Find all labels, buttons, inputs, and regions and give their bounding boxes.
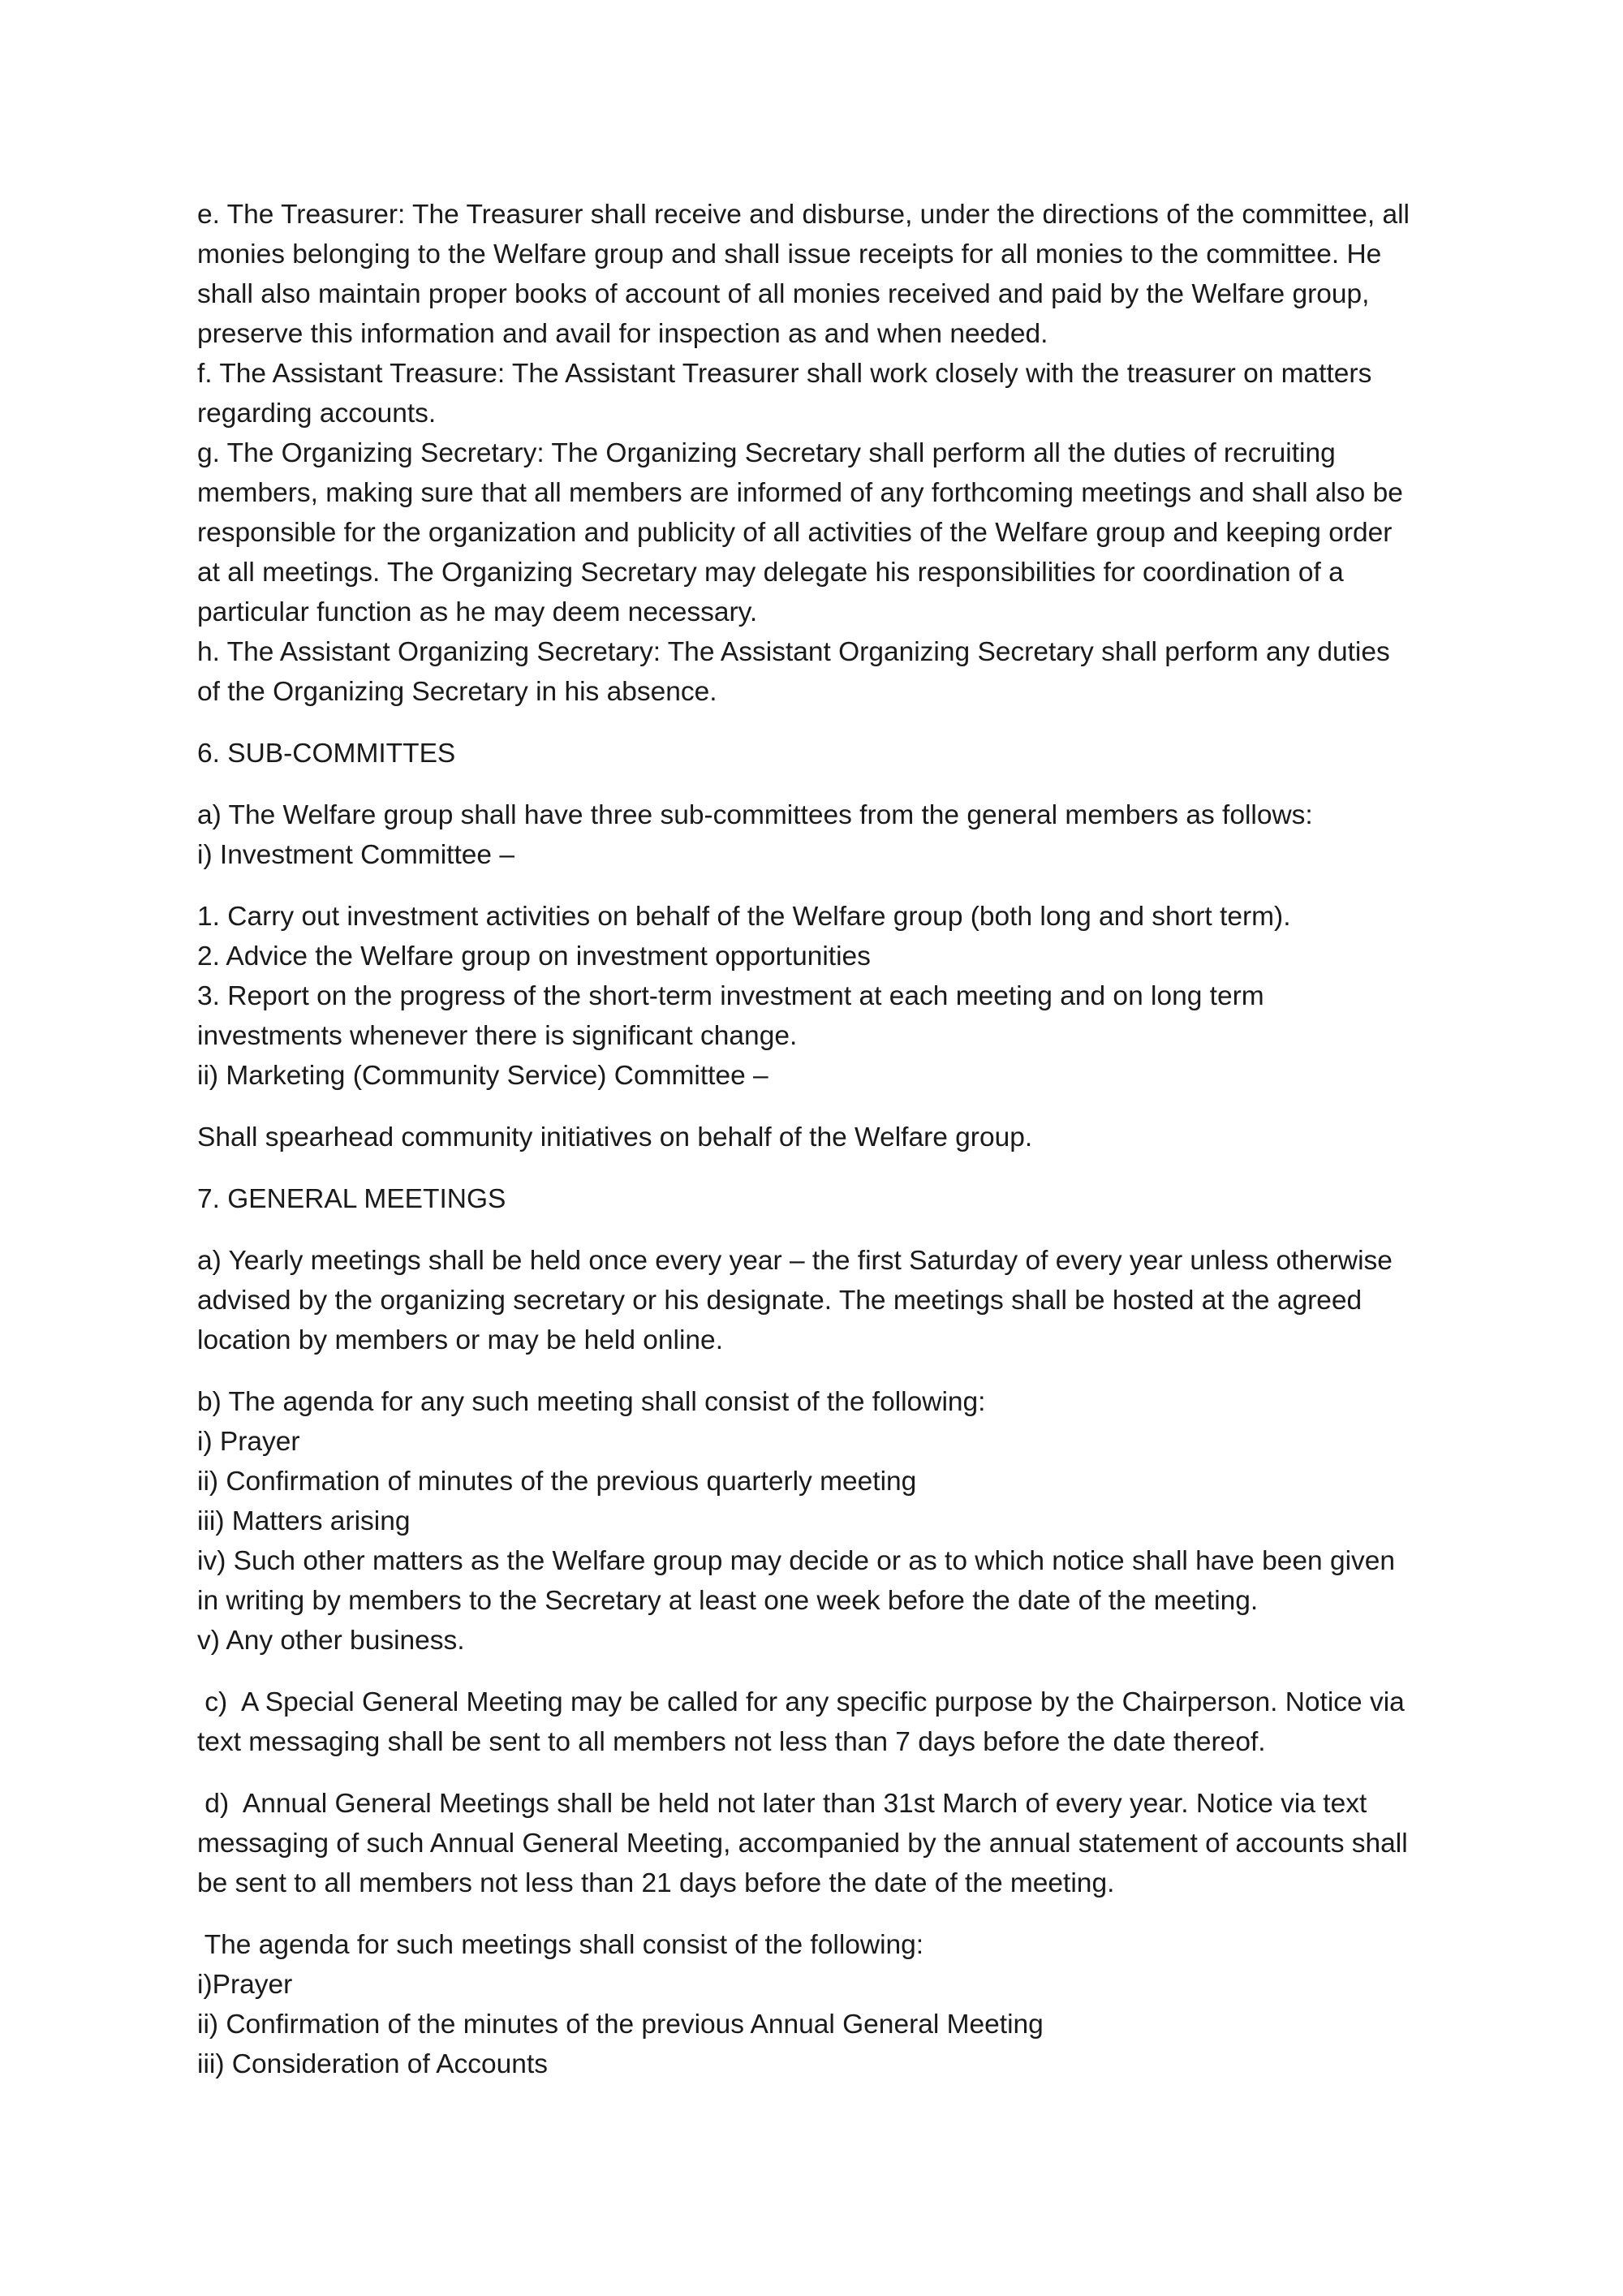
list-item: i)Prayer	[197, 1970, 293, 2000]
paragraph-gap	[197, 875, 1447, 897]
paragraph-gap	[197, 1157, 1447, 1179]
list-item: iii) Matters arising	[197, 1506, 411, 1536]
paragraph-line: regarding accounts.	[197, 398, 437, 429]
paragraph-line: 1. Carry out investment activities on behalf of the Welfare group (both long and short term).	[197, 902, 1291, 932]
subcommittees-intro	[197, 795, 1447, 875]
paragraph-line: 2. Advice the Welfare group on investment opportunities	[197, 941, 871, 971]
list-item: iv) Such other matters as the Welfare group may decide or as to which notice shall have been given	[197, 1546, 1396, 1576]
paragraph-line: i) Investment Committee –	[197, 840, 514, 870]
paragraph-gap	[197, 1903, 1447, 1925]
paragraph-gap	[197, 773, 1447, 795]
paragraph-gap	[197, 1661, 1447, 1682]
paragraph-line: The agenda for such meetings shall consist of the following:	[197, 1930, 924, 1960]
paragraph-line: g. The Organizing Secretary: The Organizing Secretary shall perform all the duties of recruiting	[197, 438, 1336, 468]
paragraph-line: preserve this information and avail for inspection as and when needed.	[197, 319, 1048, 349]
paragraph-line: location by members or may be held online.	[197, 1325, 723, 1355]
list-item: in writing by members to the Secretary at least one week before the date of the meeting.	[197, 1586, 1259, 1616]
treasurer-section	[197, 195, 1447, 712]
paragraph-gap	[197, 1360, 1447, 1382]
paragraph-line: particular function as he may deem necessary.	[197, 597, 758, 627]
annual-meeting-paragraph	[197, 1784, 1447, 1903]
paragraph-line: at all meetings. The Organizing Secretary may delegate his responsibilities for coordination of a	[197, 558, 1344, 588]
list-item: ii) Confirmation of the minutes of the previous Annual General Meeting	[197, 2010, 1044, 2040]
paragraph-line: b) The agenda for any such meeting shall consist of the following:	[197, 1387, 986, 1417]
marketing-duties	[197, 1118, 1447, 1157]
paragraph-line: responsible for the organization and publicity of all activities of the Welfare group and keeping order	[197, 518, 1393, 548]
paragraph-line: of the Organizing Secretary in his absence.	[197, 677, 717, 707]
paragraph-line: a) Yearly meetings shall be held once every year – the first Saturday of every year unless otherwise	[197, 1246, 1393, 1276]
agm-agenda-list	[197, 1925, 1447, 2084]
list-item: v) Any other business.	[197, 1626, 465, 1656]
paragraph-gap	[197, 1219, 1447, 1241]
paragraph-line: a) The Welfare group shall have three sub-committees from the general members as follows:	[197, 800, 1313, 830]
paragraph-line: h. The Assistant Organizing Secretary: The Assistant Organizing Secretary shall perform any duties	[197, 637, 1390, 667]
paragraph-gap	[197, 1762, 1447, 1784]
paragraph-gap	[197, 712, 1447, 734]
investment-duties	[197, 897, 1447, 1096]
paragraph-line: f. The Assistant Treasure: The Assistant Treasurer shall work closely with the treasurer on matters	[197, 359, 1372, 389]
yearly-meetings-paragraph	[197, 1241, 1447, 1360]
paragraph-line: e. The Treasurer: The Treasurer shall receive and disburse, under the directions of the committee, all	[197, 200, 1410, 230]
paragraph-line: advised by the organizing secretary or his designate. The meetings shall be hosted at the agreed	[197, 1286, 1363, 1316]
paragraph-line: investments whenever there is significant change.	[197, 1021, 798, 1051]
special-meeting-paragraph	[197, 1682, 1447, 1762]
paragraph-line: monies belonging to the Welfare group and shall issue receipts for all monies to the committee. He	[197, 239, 1382, 269]
section-heading-subcommittees: 6. SUB-COMMITTES	[197, 739, 456, 769]
paragraph-line: members, making sure that all members are informed of any forthcoming meetings and shall also be	[197, 478, 1403, 508]
paragraph-line: be sent to all members not less than 21 days before the date of the meeting.	[197, 1868, 1115, 1898]
paragraph-line: text messaging shall be sent to all members not less than 7 days before the date thereof.	[197, 1727, 1266, 1757]
paragraph-line: d) Annual General Meetings shall be held not later than 31st March of every year. Notice via text	[197, 1789, 1367, 1819]
paragraph-line: Shall spearhead community initiatives on behalf of the Welfare group.	[197, 1122, 1033, 1152]
paragraph-gap	[197, 1096, 1447, 1118]
paragraph-line: shall also maintain proper books of account of all monies received and paid by the Welfare group,	[197, 279, 1370, 309]
meeting-agenda-list	[197, 1382, 1447, 1661]
paragraph-line: 3. Report on the progress of the short-term investment at each meeting and on long term	[197, 981, 1264, 1011]
section-heading-general-meetings: 7. GENERAL MEETINGS	[197, 1184, 506, 1214]
paragraph-line: c) A Special General Meeting may be called for any specific purpose by the Chairperson. Notice via	[197, 1687, 1405, 1717]
document-page	[197, 195, 1447, 2084]
paragraph-line: messaging of such Annual General Meeting, accompanied by the annual statement of accounts shall	[197, 1829, 1408, 1859]
list-item: i) Prayer	[197, 1427, 300, 1457]
list-item: ii) Confirmation of minutes of the previous quarterly meeting	[197, 1467, 917, 1497]
paragraph-line: ii) Marketing (Community Service) Committee –	[197, 1061, 768, 1091]
list-item: iii) Consideration of Accounts	[197, 2049, 548, 2079]
